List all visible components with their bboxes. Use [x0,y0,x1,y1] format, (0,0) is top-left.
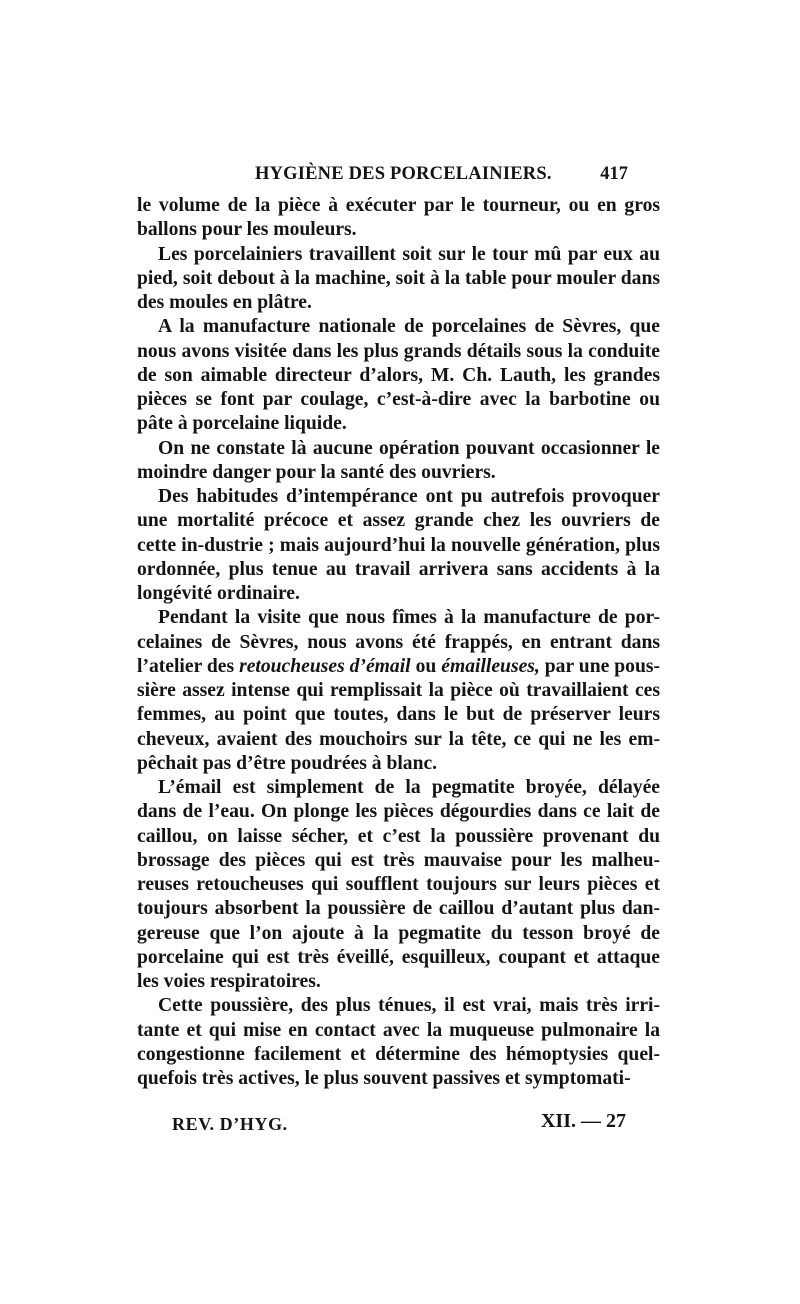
paragraph-text: Cette poussière, des plus ténues, il est vrai, mais très irri-tante et qui mise en contact avec la muqueuse pulmonaire la congestionne facilement et détermine des hémoptysies quel-quefois très actives, le plus souvent passives et symptomati- [137,995,660,1089]
paragraph-text: Des habitudes d’intempérance ont pu autrefois provoquer une mortalité précoce et assez grande chez les ouvriers de cette in-dustrie ; mais aujourd’hui la nouvelle génération, plus ordonnée, plus tenue au travail arrivera sans accidents à la longévité ordinaire. [137,486,660,604]
paragraph-text: Les porcelainiers travaillent soit sur le tour mû par eux au pied, soit debout à la machine, soit à la table pour mouler dans des moules en plâtre. [137,243,660,313]
paragraph [137,485,660,606]
italic-term: retoucheuses d’émail [239,655,411,677]
page-number: 417 [600,164,628,184]
paragraph [137,315,660,436]
paragraph-text: le volume de la pièce à exécuter par le tourneur, ou en gros ballons pour les mouleurs. [137,195,660,241]
paragraph [137,606,660,776]
signature-line [172,1110,626,1136]
italic-term: émailleuses, [441,655,540,677]
journal-signature: REV. D’HYG. [172,1114,288,1134]
paragraph [137,243,660,316]
paragraph-text: L’émail est simplement de la pegmatite broyée, délayée dans de l’eau. On plonge les pièces dégourdies dans ce lait de caillou, on laisse sécher, et c’est la poussière provenant du brossage des pièces qui est très mauvaise pour les malheu-reuses retoucheuses qui soufflent toujours sur leurs pièces et toujours absorbent la poussière de caillou d’autant plus dan-gereuse que l’on ajoute à la pegmatite du tesson broyé de porcelaine qui est très éveillé, esquilleux, coupant et attaque les voies respiratoires. [137,777,660,992]
running-header [255,164,628,188]
paragraph-text: ou [410,655,442,677]
paragraph-text: par une pous-sière assez intense qui remplissait la pièce où travaillaient ces femmes, au point que toutes, dans le but de préserver leurs cheveux, avaient des mouchoirs sur la tête, ce qui ne les em-pêchait pas d’être poudrées à blanc. [137,655,661,774]
paragraph-text: A la manufacture nationale de porcelaines de Sèvres, que nous avons visitée dans les plus grands détails sous la conduite de son aimable directeur d’alors, M. Ch. Lauth, les grandes pièces se font par coulage, c’est-à-dire avec la barbotine ou pâte à porcelaine liquide. [137,316,660,435]
paragraph [137,994,660,1091]
paragraph-text: Pendant la visite que nous fîmes à la manufacture de por-celaines de Sèvres, nous avons été frappés, en entrant dans l’atelier des [137,607,660,677]
paragraph-text: On ne constate là aucune opération pouvant occasionner le moindre danger pour la santé des ouvriers. [137,437,660,483]
paragraph [137,776,660,994]
body-text [137,194,660,1091]
running-title: HYGIÈNE DES PORCELAINIERS. [255,164,552,184]
paragraph-continued [137,194,660,243]
signature-mark: XII. — 27 [540,1110,626,1132]
paragraph [137,437,660,486]
